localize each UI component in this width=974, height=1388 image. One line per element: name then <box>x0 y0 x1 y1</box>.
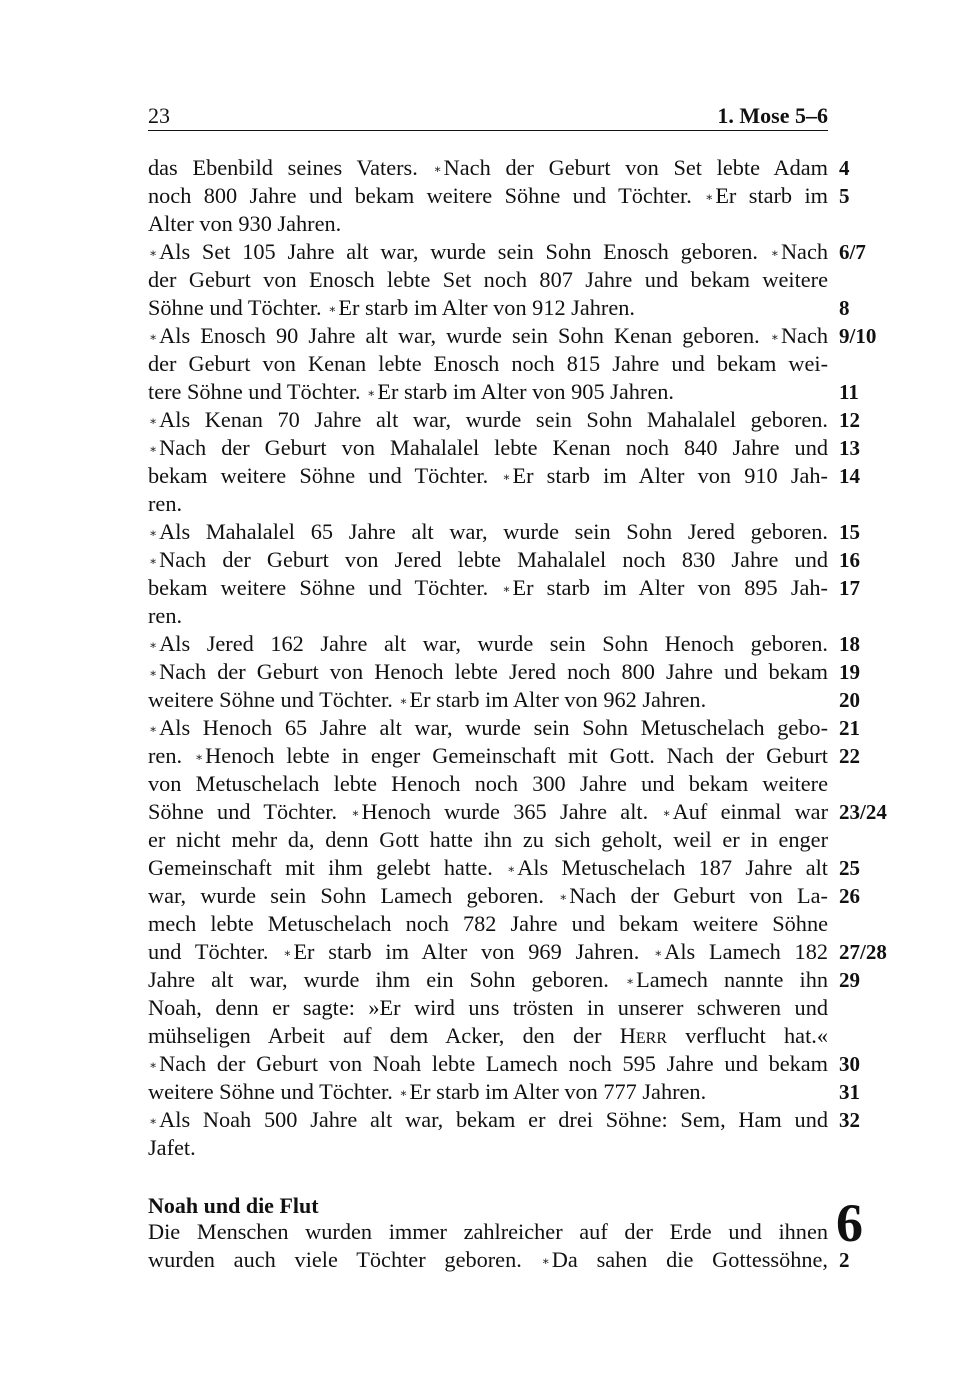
text-line: ∗Als Henoch 65 Jahre alt war, wurde sein Sohn Metuschelach gebo- <box>148 714 828 742</box>
verse-number: 23/24 <box>839 800 887 824</box>
verse-marker-icon: ∗ <box>541 1254 550 1268</box>
verse-number <box>839 826 919 854</box>
verse-number-column-2 <box>839 1246 919 1274</box>
text-line: Gemeinschaft mit ihm gelebt hatte. ∗Als Metuschelach 187 Jahre alt <box>148 854 828 882</box>
verse-marker-icon: ∗ <box>149 246 158 260</box>
verse-marker-icon: ∗ <box>502 582 511 596</box>
text-line: ren. ∗Henoch lebte in enger Gemeinschaft mit Gott. Nach der Geburt <box>148 742 828 770</box>
text-line: er nicht mehr da, denn Gott hatte ihn zu sich geholt, weil er in enger <box>148 827 828 852</box>
text-line: ∗Als Mahalalel 65 Jahre alt war, wurde sein Sohn Jered geboren. <box>148 518 828 546</box>
verse-number: 16 <box>839 548 860 572</box>
verse-marker-icon: ∗ <box>705 190 714 204</box>
verse-marker-icon: ∗ <box>149 1114 158 1128</box>
text-line: weitere Söhne und Töchter. ∗Er starb im Alter von 777 Jahren. <box>148 1078 828 1106</box>
verse-number: 25 <box>839 856 860 880</box>
verse-number <box>839 770 919 798</box>
text-line: Jafet. <box>148 1135 196 1160</box>
verse-marker-icon: ∗ <box>351 806 360 820</box>
verse-number: 29 <box>839 968 860 992</box>
text-line: ∗Als Noah 500 Jahre alt war, bekam er drei Söhne: Sem, Ham und <box>148 1106 828 1134</box>
verse-marker-icon: ∗ <box>507 862 516 876</box>
verse-marker-icon: ∗ <box>328 302 337 316</box>
text-line: ∗Als Jered 162 Jahre alt war, wurde sein Sohn Henoch geboren. <box>148 630 828 658</box>
page-number: 23 <box>148 103 170 128</box>
verse-number <box>839 266 919 294</box>
verse-number <box>839 1022 919 1050</box>
text-line: ∗Nach der Geburt von Mahalalel lebte Kenan noch 840 Jahre und <box>148 434 828 462</box>
text-line: ren. <box>148 491 183 516</box>
body-text-genesis-5 <box>148 154 828 1162</box>
verse-number: 21 <box>839 716 860 740</box>
verse-number: 4 <box>839 156 850 180</box>
text-line: war, wurde sein Sohn Lamech geboren. ∗Nach der Geburt von La- <box>148 882 828 910</box>
verse-marker-icon: ∗ <box>367 386 376 400</box>
text-line: weitere Söhne und Töchter. ∗Er starb im Alter von 962 Jahren. <box>148 686 828 714</box>
verse-marker-icon: ∗ <box>770 330 779 344</box>
verse-number: 20 <box>839 688 860 712</box>
text-line: bekam weitere Söhne und Töchter. ∗Er starb im Alter von 910 Jah- <box>148 462 828 490</box>
text-line: der Geburt von Kenan lebte Enosch noch 815 Jahre und bekam wei- <box>148 351 828 376</box>
verse-number: 27/28 <box>839 940 887 964</box>
verse-number: 32 <box>839 1108 860 1132</box>
verse-number <box>839 350 919 378</box>
text-line: von Metuschelach lebte Henoch noch 300 Jahre und bekam weitere <box>148 771 828 796</box>
text-line: Söhne und Töchter. ∗Er starb im Alter von 912 Jahren. <box>148 294 828 322</box>
text-line: mühseligen Arbeit auf dem Acker, den der Herr verflucht hat.« <box>148 1023 828 1048</box>
text-line: ∗Als Enosch 90 Jahre alt war, wurde sein Sohn Kenan geboren. ∗Nach <box>148 322 828 350</box>
verse-number: 8 <box>839 296 850 320</box>
verse-marker-icon: ∗ <box>149 666 158 680</box>
verse-number: 14 <box>839 464 860 488</box>
section-heading: Noah und die Flut <box>148 1193 319 1218</box>
text-line: und Töchter. ∗Er starb im Alter von 969 Jahren. ∗Als Lamech 182 <box>148 938 828 966</box>
verse-number: 26 <box>839 884 860 908</box>
verse-number <box>839 210 919 238</box>
verse-number <box>839 490 919 518</box>
text-line: ∗Nach der Geburt von Henoch lebte Jered noch 800 Jahre und bekam <box>148 658 828 686</box>
verse-number: 22 <box>839 744 860 768</box>
verse-marker-icon: ∗ <box>149 414 158 428</box>
text-line: tere Söhne und Töchter. ∗Er starb im Alter von 905 Jahren. <box>148 378 828 406</box>
text-line: ∗Nach der Geburt von Noah lebte Lamech noch 595 Jahre und bekam <box>148 1050 828 1078</box>
text-line: bekam weitere Söhne und Töchter. ∗Er starb im Alter von 895 Jah- <box>148 574 828 602</box>
verse-marker-icon: ∗ <box>625 974 635 988</box>
verse-marker-icon: ∗ <box>149 1058 158 1072</box>
verse-marker-icon: ∗ <box>283 946 292 960</box>
verse-marker-icon: ∗ <box>399 1086 408 1100</box>
text-line: das Ebenbild seines Vaters. ∗Nach der Geburt von Set lebte Adam <box>148 154 828 182</box>
verse-marker-icon: ∗ <box>149 638 158 652</box>
verse-number: 15 <box>839 520 860 544</box>
running-header <box>148 102 828 131</box>
verse-number <box>839 1134 919 1162</box>
verse-marker-icon: ∗ <box>559 890 568 904</box>
text-line: mech lebte Metuschelach noch 782 Jahre und bekam weitere Söhne <box>148 911 828 936</box>
verse-marker-icon: ∗ <box>149 722 158 736</box>
verse-number: 17 <box>839 576 860 600</box>
text-line: Jahre alt war, wurde ihm ein Sohn geboren. ∗Lamech nannte ihn <box>148 966 828 994</box>
verse-marker-icon: ∗ <box>654 946 663 960</box>
text-line: Alter von 930 Jahren. <box>148 211 342 236</box>
verse-marker-icon: ∗ <box>149 526 158 540</box>
verse-number <box>839 994 919 1022</box>
verse-marker-icon: ∗ <box>149 554 158 568</box>
book-reference: 1. Mose 5–6 <box>717 103 828 128</box>
verse-marker-icon: ∗ <box>662 806 671 820</box>
chapter-number: 6 <box>836 1193 863 1253</box>
verse-number <box>839 602 919 630</box>
verse-number: 19 <box>839 660 860 684</box>
text-line: ren. <box>148 603 183 628</box>
verse-number: 11 <box>839 380 859 404</box>
verse-number: 9/10 <box>839 324 877 348</box>
verse-number: 31 <box>839 1080 860 1104</box>
verse-marker-icon: ∗ <box>433 162 442 176</box>
text-line: noch 800 Jahre und bekam weitere Söhne und Töchter. ∗Er starb im <box>148 182 828 210</box>
verse-marker-icon: ∗ <box>770 246 779 260</box>
verse-number: 6/7 <box>839 240 866 264</box>
body-text-genesis-6 <box>148 1218 828 1274</box>
text-line: wurden auch viele Töchter geboren. ∗Da sahen die Gottessöhne, <box>148 1246 828 1274</box>
verse-marker-icon: ∗ <box>399 694 408 708</box>
verse-number: 30 <box>839 1052 860 1076</box>
verse-number: 13 <box>839 436 860 460</box>
verse-number: 5 <box>839 184 850 208</box>
verse-marker-icon: ∗ <box>149 330 158 344</box>
verse-number <box>839 910 919 938</box>
text-line: der Geburt von Enosch lebte Set noch 807 Jahre und bekam weitere <box>148 267 828 292</box>
text-line: Die Menschen wurden immer zahlreicher auf der Erde und ihnen <box>148 1219 828 1244</box>
verse-marker-icon: ∗ <box>149 442 158 456</box>
verse-marker-icon: ∗ <box>502 470 511 484</box>
verse-number: 12 <box>839 408 860 432</box>
text-line: Noah, denn er sagte: »Er wird uns trösten in unserer schweren und <box>148 995 828 1020</box>
verse-marker-icon: ∗ <box>194 750 204 764</box>
text-line: ∗Als Kenan 70 Jahre alt war, wurde sein Sohn Mahalalel geboren. <box>148 406 828 434</box>
verse-number: 18 <box>839 632 860 656</box>
text-line: ∗Als Set 105 Jahre alt war, wurde sein Sohn Enosch geboren. ∗Nach <box>148 238 828 266</box>
text-line: ∗Nach der Geburt von Jered lebte Mahalalel noch 830 Jahre und <box>148 546 828 574</box>
text-line: Söhne und Töchter. ∗Henoch wurde 365 Jahre alt. ∗Auf einmal war <box>148 798 828 826</box>
lord-small-caps: Herr <box>619 1023 668 1048</box>
verse-number-column <box>839 154 919 1162</box>
verse-number: 2 <box>839 1248 850 1272</box>
